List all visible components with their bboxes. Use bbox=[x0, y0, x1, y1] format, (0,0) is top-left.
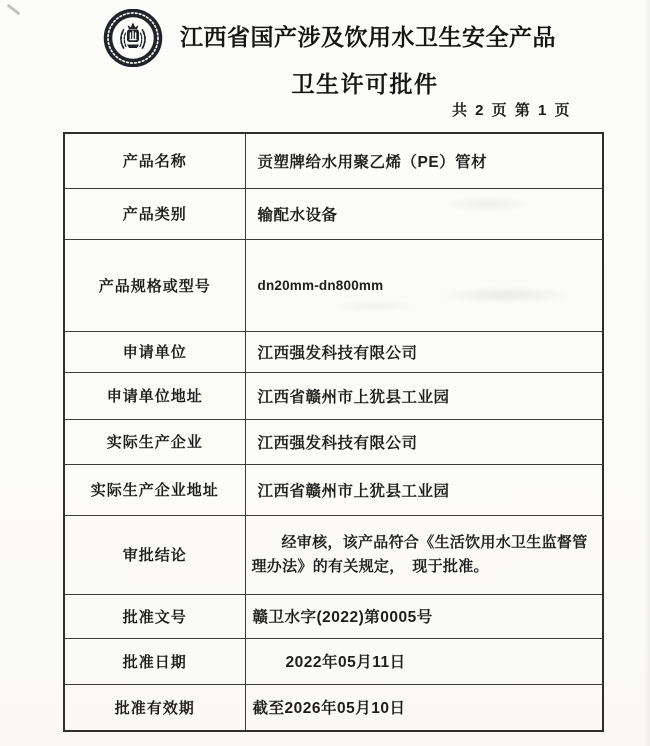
row-label-cell: 产品规格或型号 bbox=[64, 239, 245, 331]
table-row bbox=[64, 133, 603, 188]
document-title-line1: 江西省国产涉及饮用水卫生安全产品 bbox=[180, 24, 556, 50]
row-label-cell: 产品类别 bbox=[64, 188, 245, 239]
table-row bbox=[64, 372, 603, 419]
table-row bbox=[64, 239, 603, 331]
row-value-cell: 截至2026年05月10日 bbox=[245, 684, 603, 731]
table-row bbox=[64, 684, 603, 731]
row-label-cell: 批准有效期 bbox=[64, 684, 245, 731]
scan-corner-artifact bbox=[7, 4, 21, 16]
row-value-cell: 输配水设备 bbox=[245, 188, 603, 239]
row-value-cell: 江西省赣州市上犹县工业园 bbox=[245, 372, 603, 419]
row-value-cell: 贡塑牌给水用聚乙烯（PE）管材 bbox=[245, 133, 603, 188]
row-value-cell: 赣卫水字(2022)第0005号 bbox=[245, 594, 603, 638]
row-label-cell: 批准文号 bbox=[64, 594, 245, 638]
page-counter: 共 2 页 第 1 页 bbox=[452, 102, 572, 119]
row-label-cell: 申请单位地址 bbox=[64, 372, 245, 419]
permit-table bbox=[63, 132, 604, 732]
row-value-cell: 经审核，该产品符合《生活饮用水卫生监督管理办法》的有关规定， 现于批准。 bbox=[245, 515, 603, 594]
row-value-cell: 2022年05月11日 bbox=[245, 638, 603, 684]
table-row bbox=[64, 464, 603, 515]
table-row bbox=[64, 594, 603, 638]
table-row bbox=[64, 638, 603, 684]
row-label-cell: 实际生产企业地址 bbox=[64, 464, 245, 515]
row-value-cell: 江西强发科技有限公司 bbox=[245, 419, 603, 464]
row-value-cell: dn20mm-dn800mm bbox=[245, 239, 603, 331]
row-value-cell: 江西省赣州市上犹县工业园 bbox=[245, 464, 603, 515]
document-header bbox=[180, 19, 556, 99]
document-title-line2: 卫生许可批件 bbox=[291, 71, 439, 97]
row-value-cell: 江西强发科技有限公司 bbox=[245, 331, 603, 372]
row-label-cell: 申请单位 bbox=[64, 331, 245, 372]
row-label-cell: 实际生产企业 bbox=[64, 419, 245, 464]
table-row bbox=[64, 419, 603, 464]
health-supervision-seal-icon bbox=[103, 9, 163, 67]
table-row bbox=[64, 188, 603, 239]
row-label-cell: 产品名称 bbox=[64, 133, 245, 188]
table-row bbox=[64, 515, 603, 594]
row-label-cell: 批准日期 bbox=[64, 638, 245, 684]
table-row bbox=[64, 331, 603, 372]
row-label-cell: 审批结论 bbox=[64, 515, 245, 594]
scan-edge-shadow bbox=[644, 0, 650, 746]
permit-table-body bbox=[64, 133, 603, 731]
